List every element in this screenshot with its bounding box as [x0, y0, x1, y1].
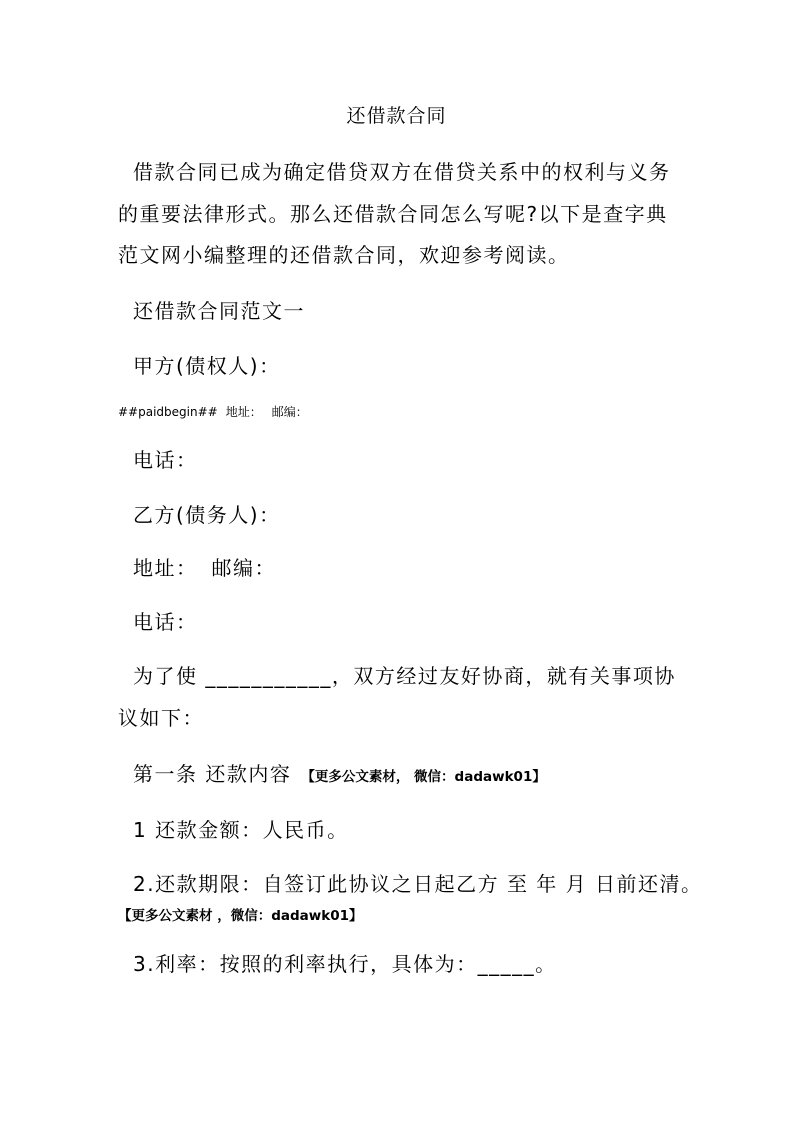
party-b-label: 乙方(债务人)： [133, 503, 281, 527]
item-1: 1 还款金额：人民币。 [133, 818, 349, 842]
paid-marker: ##paidbegin## [118, 405, 218, 419]
document-title: 还借款合同 [346, 105, 447, 127]
article-1-heading: 第一条 还款内容 [133, 762, 292, 786]
purpose-line-2: 议如下： [118, 706, 204, 730]
intro-line-1: 借款合同已成为确定借贷双方在借贷关系中的权利与义务 [133, 160, 671, 184]
item-2: 2.还款期限：自签订此协议之日起乙方 至 年 月 日前还清。 [133, 872, 703, 896]
promo-note-2: 【更多公文素材 ，微信：dadawk01】 [118, 908, 363, 924]
intro-line-3: 范文网小编整理的还借款合同，欢迎参考阅读。 [118, 243, 570, 267]
article-1-line [133, 762, 546, 789]
paid-address-label: 地址： [225, 405, 262, 419]
party-a-label: 甲方(债权人)： [133, 354, 281, 378]
intro-line-2: 的重要法律形式。那么还借款合同怎么写呢?以下是查字典 [118, 202, 668, 226]
phone-a-label: 电话： [133, 448, 198, 472]
promo-note-1: 【更多公文素材， 微信：dadawk01】 [301, 769, 546, 785]
address-line-b [133, 556, 276, 580]
paid-postcode-label: 邮编： [271, 405, 308, 419]
item-3: 3.利率：按照的利率执行，具体为：_____。 [133, 952, 557, 976]
phone-b-label: 电话： [133, 610, 198, 634]
paid-marker-line [118, 404, 308, 420]
address-b-label: 地址： [133, 556, 198, 580]
purpose-line-1: 为了使 ___________，双方经过友好协商，就有关事项协 [133, 664, 676, 688]
section-heading: 还借款合同范文一 [133, 299, 305, 323]
postcode-b-label: 邮编： [211, 556, 276, 580]
